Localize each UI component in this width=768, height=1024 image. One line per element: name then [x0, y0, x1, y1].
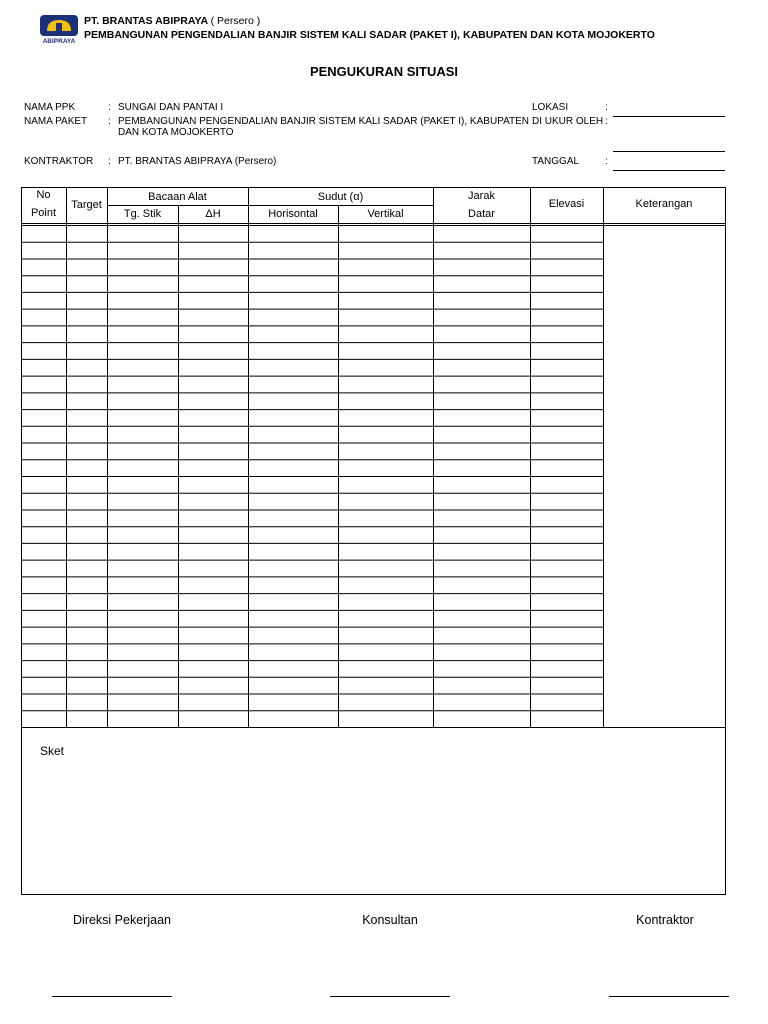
signature-kontraktor-label: Kontraktor: [636, 913, 694, 927]
header-horisontal: Horisontal: [268, 208, 318, 220]
sket-label: Sket: [40, 744, 65, 758]
lokasi-label: LOKASI: [532, 102, 569, 113]
header-elevasi: Elevasi: [548, 198, 585, 210]
document-title: PENGUKURAN SITUASI: [309, 64, 459, 79]
kontraktor-label: KONTRAKTOR: [24, 156, 94, 167]
nama-ppk-colon: :: [108, 102, 111, 113]
nama-ppk-label: NAMA PPK: [24, 102, 76, 113]
diukur-label: DI UKUR OLEH: [532, 116, 604, 127]
header-target: Target: [71, 199, 102, 211]
signature-kontraktor-line[interactable]: [609, 996, 729, 997]
header-no: No: [36, 189, 51, 201]
signature-konsultan-label: Konsultan: [362, 913, 418, 927]
header-bacaan-alat: Bacaan Alat: [148, 191, 207, 203]
header-jarak: Jarak: [468, 190, 495, 202]
tanggal-label: TANGGAL: [532, 156, 580, 167]
signature-konsultan-line[interactable]: [330, 996, 450, 997]
nama-paket-value-line1: PEMBANGUNAN PENGENDALIAN BANJIR SISTEM KALI SADAR (PAKET I), KABUPATEN: [118, 116, 530, 127]
header-sudut: Sudut (α): [317, 191, 364, 203]
company-suffix: ( Persero ): [210, 15, 261, 27]
nama-ppk-value: SUNGAI DAN PANTAI I: [118, 102, 224, 113]
company-name-text: PT. BRANTAS ABIPRAYA: [84, 15, 208, 27]
header-vertikal: Vertikal: [367, 208, 404, 220]
header-keterangan: Keterangan: [635, 198, 693, 210]
lokasi-colon: :: [605, 102, 608, 113]
diukur-colon: :: [605, 116, 608, 127]
project-name: PEMBANGUNAN PENGENDALIAN BANJIR SISTEM KALI SADAR (PAKET I), KABUPATEN DAN KOTA MOJOKERTO: [84, 29, 655, 41]
header-delta-h: ΔH: [205, 208, 221, 220]
header-point: Point: [30, 207, 57, 219]
header-tg-stik: Tg. Stik: [123, 208, 162, 220]
signature-direksi-line[interactable]: [52, 996, 172, 997]
signature-direksi-label: Direksi Pekerjaan: [73, 913, 171, 927]
logo-text: ABIPRAYA: [42, 38, 76, 44]
nama-paket-label: NAMA PAKET: [24, 116, 88, 127]
kontraktor-value: PT. BRANTAS ABIPRAYA (Persero): [118, 156, 277, 167]
kontraktor-colon: :: [108, 156, 111, 167]
header-datar: Datar: [468, 208, 495, 220]
nama-paket-colon: :: [108, 116, 111, 127]
tanggal-colon: :: [605, 156, 608, 167]
nama-paket-value-line2: DAN KOTA MOJOKERTO: [118, 127, 234, 138]
